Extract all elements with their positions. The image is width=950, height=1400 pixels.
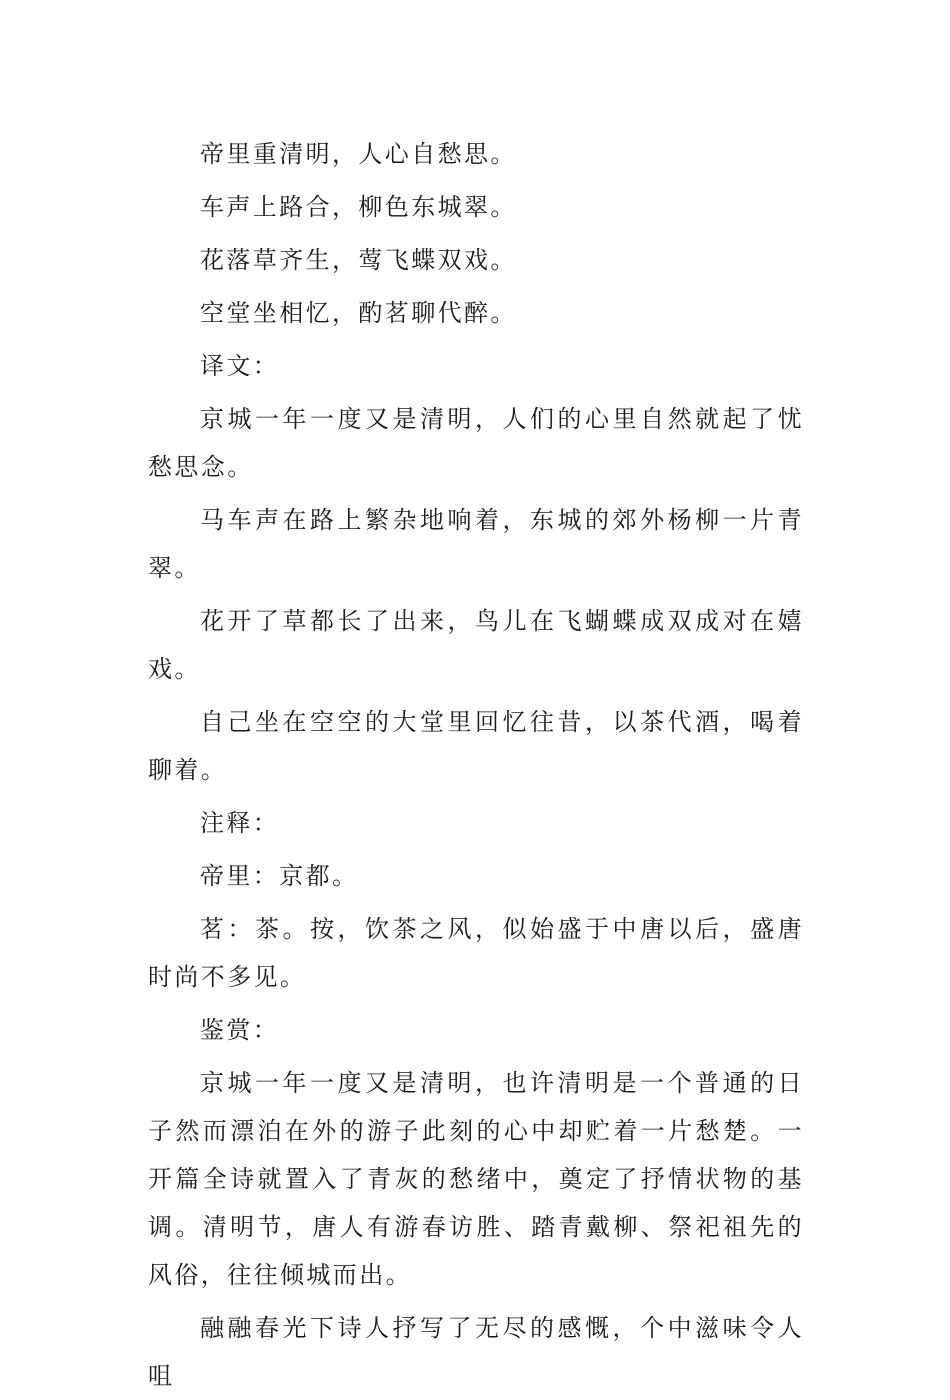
translation-line-2: 马车声在路上繁杂地响着，东城的郊外杨柳一片青翠。 [148,506,804,582]
translation-line-1: 京城一年一度又是清明，人们的心里自然就起了忧愁思念。 [148,405,804,481]
poem-line-4: 空堂坐相忆，酌茗聊代醉。 [200,299,517,327]
appreciation-heading: 鉴赏： [200,1016,280,1044]
appreciation-paragraph-1: 京城一年一度又是清明，也许清明是一个普通的日子然而漂泊在外的游子此刻的心中却贮着一片愁楚。一开篇全诗就置入了青灰的愁绪中，奠定了抒情状物的基调。清明节，唐人有游春访胜、踏青戴柳、祭祀祖先的风俗，往往倾城而出。 [148,1069,804,1289]
poem-line-1: 帝里重清明，人心自愁思。 [200,140,517,168]
translation-line-4: 自己坐在空空的大堂里回忆往昔，以茶代酒，喝着聊着。 [148,708,804,784]
note-1: 帝里：京都。 [200,862,359,890]
notes-heading: 注释： [200,809,280,837]
poem-line-3: 花落草齐生，莺飞蝶双戏。 [200,246,517,274]
appreciation-paragraph-2: 融融春光下诗人抒写了无尽的感慨，个中滋味令人咀 [148,1314,804,1390]
translation-heading: 译文： [200,352,280,380]
document-body [148,130,804,1400]
note-2: 茗：茶。按，饮茶之风，似始盛于中唐以后，盛唐时尚不多见。 [148,915,804,991]
translation-line-3: 花开了草都长了出来，鸟儿在飞蝴蝶成双成对在嬉戏。 [148,607,804,683]
poem-line-2: 车声上路合，柳色东城翠。 [200,193,517,221]
